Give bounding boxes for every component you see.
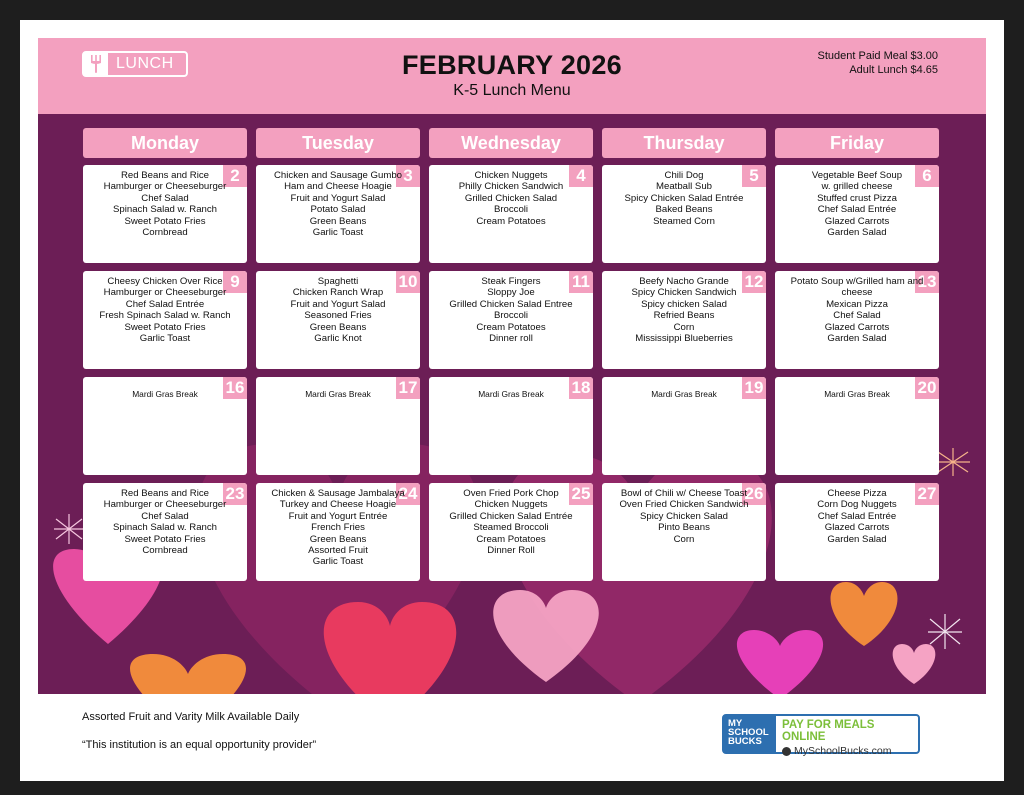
myschoolbucks-logo[interactable] — [722, 714, 920, 757]
menu-item: Corn — [673, 533, 695, 545]
header-banner — [38, 38, 986, 114]
menu-item: Mississippi Blueberries — [635, 333, 733, 345]
menu-item: Potato Soup w/Grilled ham and — [790, 276, 924, 287]
menu-items — [775, 488, 939, 545]
adult-price: Adult Lunch $4.65 — [849, 64, 938, 76]
day-cell — [602, 377, 766, 475]
menu-items — [775, 389, 939, 400]
day-cell — [602, 271, 766, 369]
menu-item: Broccoli — [493, 204, 529, 216]
menu-item: Fruit and Yogurt Salad — [290, 192, 386, 204]
lunch-logo-label: LUNCH — [116, 55, 174, 72]
day-header-monday: Monday — [83, 128, 247, 158]
date-number: 20 — [915, 377, 939, 399]
menu-item: Mardi Gras Break — [824, 389, 890, 399]
date-number: 18 — [569, 377, 593, 399]
date-number: 10 — [396, 271, 420, 293]
menu-item: Dinner roll — [489, 333, 533, 345]
menu-item: Cheese Pizza — [827, 488, 887, 499]
menu-item: Oven Fried Chicken Sandwich — [619, 499, 749, 511]
wordmark-line: BUCKS — [728, 736, 762, 747]
menu-items — [429, 389, 593, 400]
menu-item: Garden Salad — [827, 533, 887, 545]
menu-item: Spicy Chicken Salad — [640, 510, 728, 522]
day-cell — [83, 165, 247, 263]
menu-item: Garlic Knot — [314, 333, 362, 345]
date-number: 23 — [223, 483, 247, 505]
menu-item: Fresh Spinach Salad w. Ranch — [99, 310, 231, 322]
menu-item: Broccoli — [493, 310, 529, 322]
menu-item: Sweet Potato Fries — [124, 215, 206, 227]
date-number: 24 — [396, 483, 420, 505]
menu-item: Chicken Nuggets — [474, 170, 548, 181]
menu-items — [429, 488, 593, 556]
menu-page — [20, 20, 1004, 781]
menu-item: Chicken and Sausage Gumbo — [274, 170, 402, 181]
menu-item: Green Beans — [309, 215, 367, 227]
pay-online-tagline: PAY FOR MEALS ONLINE — [782, 719, 875, 743]
menu-item: Philly Chicken Sandwich — [458, 181, 564, 193]
date-number: 3 — [396, 165, 420, 187]
menu-item: Corn Dog Nuggets — [817, 499, 897, 511]
day-cell — [83, 483, 247, 581]
day-cell — [429, 165, 593, 263]
day-header-friday: Friday — [775, 128, 939, 158]
menu-item: Seasoned Fries — [304, 310, 372, 322]
day-cell — [83, 271, 247, 369]
date-number: 19 — [742, 377, 766, 399]
menu-item: Glazed Carrots — [824, 321, 890, 333]
menu-items — [83, 488, 247, 556]
menu-item: Red Beans and Rice — [121, 170, 209, 181]
date-number: 2 — [223, 165, 247, 187]
day-header-tuesday: Tuesday — [256, 128, 420, 158]
menu-items — [602, 170, 766, 227]
menu-item: Spinach Salad w. Ranch — [113, 204, 217, 216]
menu-items — [775, 170, 939, 238]
menu-item: Spicy Chicken Sandwich — [631, 287, 737, 299]
date-number: 13 — [915, 271, 939, 293]
menu-item: Bowl of Chili w/ Cheese Toast — [620, 488, 748, 499]
menu-items — [83, 276, 247, 344]
menu-item: w. grilled cheese — [821, 181, 893, 193]
date-number: 16 — [223, 377, 247, 399]
calendar-board — [38, 114, 986, 694]
menu-item: Chicken & Sausage Jambalaya — [271, 488, 405, 499]
menu-items — [429, 276, 593, 344]
menu-item: Steak Fingers — [481, 276, 541, 287]
menu-item: Cream Potatoes — [476, 321, 546, 333]
menu-items — [256, 488, 420, 568]
date-number: 17 — [396, 377, 420, 399]
menu-items — [602, 276, 766, 344]
myschoolbucks-wordmark — [724, 716, 776, 752]
menu-item: Green Beans — [309, 533, 367, 545]
menu-item: Glazed Carrots — [824, 215, 890, 227]
menu-item: Corn — [673, 321, 695, 333]
menu-item: Turkey and Cheese Hoagie — [279, 499, 397, 511]
menu-item: Vegetable Beef Soup — [811, 170, 903, 181]
student-price: Student Paid Meal $3.00 — [817, 50, 938, 62]
date-number: 11 — [569, 271, 593, 293]
date-number: 12 — [742, 271, 766, 293]
menu-item: Mardi Gras Break — [305, 389, 371, 399]
location-pin-icon — [782, 747, 791, 756]
menu-item: Spinach Salad w. Ranch — [113, 522, 217, 534]
menu-item: Grilled Chicken Salad Entrée — [449, 510, 573, 522]
menu-item: Steamed Corn — [653, 215, 715, 227]
menu-item: Red Beans and Rice — [121, 488, 209, 499]
menu-item: Mardi Gras Break — [132, 389, 198, 399]
menu-item: Beefy Nacho Grande — [639, 276, 729, 287]
menu-item: Spicy chicken Salad — [641, 298, 727, 310]
myschoolbucks-text — [776, 716, 918, 757]
menu-item: Cornbread — [142, 227, 188, 239]
menu-item: Chef Salad — [141, 510, 189, 522]
day-cell — [775, 165, 939, 263]
menu-item: Assorted Fruit — [308, 545, 368, 557]
menu-item: Stuffed crust Pizza — [817, 192, 897, 204]
menu-item: French Fries — [311, 522, 365, 534]
menu-item: Chili Dog — [664, 170, 704, 181]
menu-item: Sweet Potato Fries — [124, 321, 206, 333]
wordmark-line: MY — [728, 718, 743, 729]
menu-item: Mexican Pizza — [826, 298, 888, 310]
page-title: FEBRUARY 2026 — [402, 50, 622, 80]
menu-item: Hamburger or Cheeseburger — [103, 499, 227, 511]
menu-item: Ham and Cheese Hoagie — [284, 181, 392, 193]
menu-item: Cheesy Chicken Over Rice — [107, 276, 223, 287]
menu-items — [256, 170, 420, 238]
menu-item: Chef Salad — [141, 192, 189, 204]
footer-disclaimer: “This institution is an equal opportunity provider” — [82, 739, 317, 751]
menu-item: Meatball Sub — [656, 181, 712, 193]
menu-item: Spicy Chicken Salad Entrée — [624, 192, 744, 204]
date-number: 9 — [223, 271, 247, 293]
menu-items — [83, 170, 247, 238]
menu-item: Hamburger or Cheeseburger — [103, 181, 227, 193]
myschoolbucks-site — [782, 745, 918, 757]
day-cell — [602, 165, 766, 263]
menu-item: cheese — [841, 287, 873, 299]
meal-prices — [818, 49, 938, 77]
menu-item: Garden Salad — [827, 227, 887, 239]
date-number: 6 — [915, 165, 939, 187]
page-subtitle: K-5 Lunch Menu — [453, 82, 571, 99]
menu-item: Cream Potatoes — [476, 215, 546, 227]
day-cell — [602, 483, 766, 581]
day-cell — [429, 483, 593, 581]
date-number: 5 — [742, 165, 766, 187]
menu-item: Glazed Carrots — [824, 522, 890, 534]
day-cell — [256, 165, 420, 263]
menu-items — [775, 276, 939, 344]
menu-item: Chef Salad Entrée — [817, 204, 897, 216]
menu-item: Potato Salad — [310, 204, 366, 216]
footer-note: Assorted Fruit and Varity Milk Available Daily — [82, 711, 300, 723]
day-cell — [775, 377, 939, 475]
menu-item: Garlic Toast — [312, 227, 364, 239]
menu-item: Cornbread — [142, 545, 188, 557]
day-cell — [256, 271, 420, 369]
menu-item: Hamburger or Cheeseburger — [103, 287, 227, 299]
menu-items — [256, 276, 420, 344]
day-cell — [775, 483, 939, 581]
day-cell — [83, 377, 247, 475]
menu-item: Mardi Gras Break — [651, 389, 717, 399]
menu-item: Dinner Roll — [487, 545, 535, 557]
menu-item: Chef Salad — [833, 310, 881, 322]
day-cell — [256, 483, 420, 581]
menu-item: Garlic Toast — [139, 333, 191, 345]
menu-item: Chef Salad Entrée — [817, 510, 897, 522]
menu-item: Sloppy Joe — [487, 287, 535, 299]
day-cell — [429, 377, 593, 475]
menu-item: Grilled Chicken Salad Entree — [449, 298, 573, 310]
wordmark-line: SCHOOL — [728, 727, 769, 738]
date-number: 27 — [915, 483, 939, 505]
menu-items — [256, 389, 420, 400]
menu-item: Chicken Ranch Wrap — [292, 287, 384, 299]
menu-item: Garlic Toast — [312, 556, 364, 568]
menu-item: Chef Salad Entrée — [125, 298, 205, 310]
menu-item: Sweet Potato Fries — [124, 533, 206, 545]
menu-item: Refried Beans — [653, 310, 715, 322]
day-cell — [775, 271, 939, 369]
menu-item: Fruit and Yogurt Entrée — [288, 510, 388, 522]
myschoolbucks-url: MySchoolBucks.com — [794, 745, 892, 757]
menu-item: Garden Salad — [827, 333, 887, 345]
date-number: 4 — [569, 165, 593, 187]
menu-item: Oven Fried Pork Chop — [463, 488, 559, 499]
menu-item: Spaghetti — [317, 276, 359, 287]
menu-item: Mardi Gras Break — [478, 389, 544, 399]
menu-items — [602, 389, 766, 400]
day-header-thursday: Thursday — [602, 128, 766, 158]
day-cell — [429, 271, 593, 369]
menu-items — [83, 389, 247, 400]
menu-item: Fruit and Yogurt Salad — [290, 298, 386, 310]
date-number: 25 — [569, 483, 593, 505]
menu-item: Grilled Chicken Salad — [464, 192, 558, 204]
date-number: 26 — [742, 483, 766, 505]
menu-item: Cream Potatoes — [476, 533, 546, 545]
day-cell — [256, 377, 420, 475]
menu-items — [602, 488, 766, 545]
day-header-wednesday: Wednesday — [429, 128, 593, 158]
menu-item: Baked Beans — [655, 204, 713, 216]
menu-item: Chicken Nuggets — [474, 499, 548, 511]
menu-items — [429, 170, 593, 227]
menu-item: Green Beans — [309, 321, 367, 333]
menu-item: Pinto Beans — [658, 522, 710, 534]
menu-item: Steamed Broccoli — [473, 522, 549, 534]
